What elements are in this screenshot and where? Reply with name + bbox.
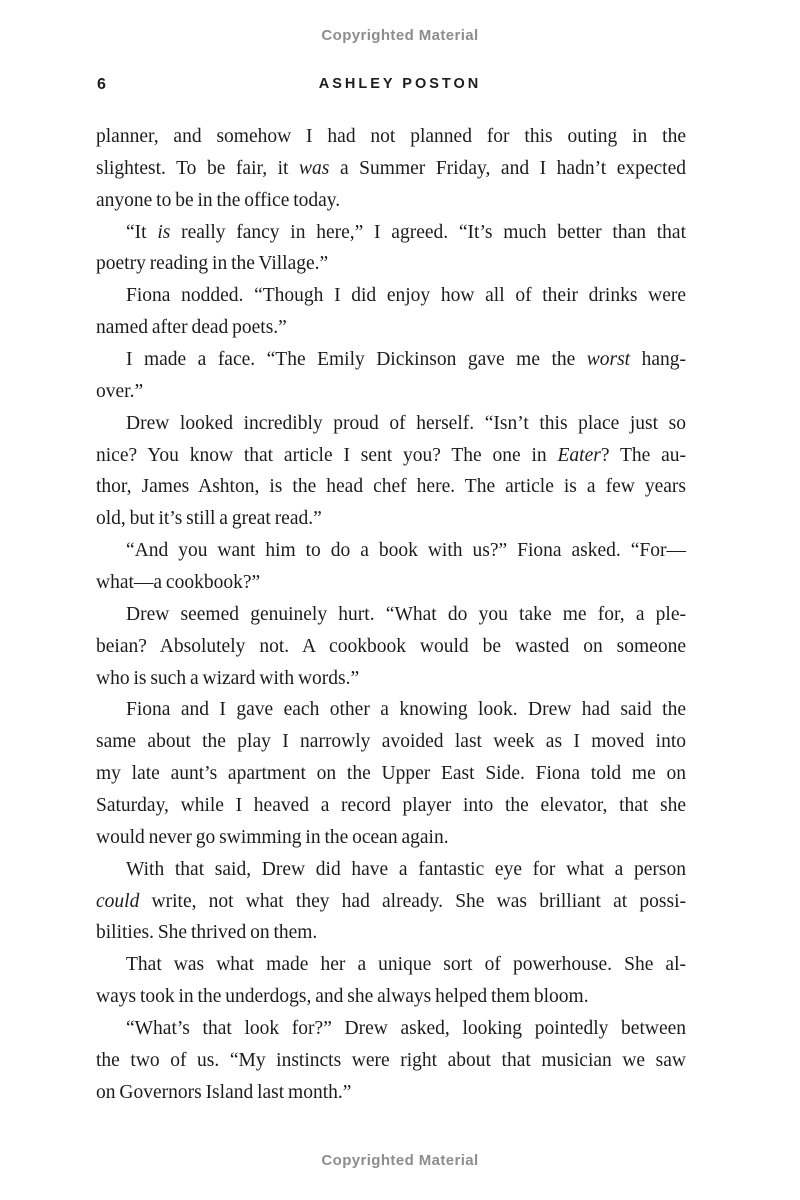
text-segment: hang-: [630, 349, 686, 371]
text-segment: Drew seemed genuinely hurt. “What do you take me for, a ple-: [126, 603, 686, 625]
text-line: [96, 408, 686, 440]
text-segment: on Governors Island last month.”: [96, 1081, 352, 1103]
text-line: [96, 567, 686, 599]
text-segment: a Summer Friday, and I hadn’t expected: [329, 157, 686, 179]
text-line: [96, 599, 686, 631]
italic-text-segment: worst: [586, 349, 631, 371]
text-segment: That was what made her a unique sort of powerhouse. She al-: [126, 954, 686, 976]
text-line: [96, 886, 686, 918]
text-line: [96, 280, 686, 312]
italic-text-segment: is: [157, 221, 171, 243]
text-line: [96, 185, 686, 217]
text-line: [96, 854, 686, 886]
text-segment: I made a face. “The Emily Dickinson gave me the: [126, 349, 587, 371]
text-segment: Fiona nodded. “Though I did enjoy how all of their drinks were: [126, 285, 686, 307]
text-segment: ways took in the underdogs, and she always helped them bloom.: [96, 986, 589, 1008]
running-head-author: ASHLEY POSTON: [318, 76, 482, 92]
text-line: [96, 631, 686, 663]
text-line: [96, 248, 686, 280]
italic-text-segment: Eater: [557, 444, 601, 466]
text-line: [96, 1013, 686, 1045]
text-line: [96, 917, 686, 949]
text-segment: really fancy in here,” I agreed. “It’s much better than that: [170, 221, 686, 243]
text-line: [96, 440, 686, 472]
text-segment: would never go swimming in the ocean again.: [96, 826, 449, 848]
text-segment: slightest. To be fair, it: [96, 157, 300, 179]
text-segment: the two of us. “My instincts were right about that musician we saw: [96, 1049, 686, 1071]
text-line: [96, 949, 686, 981]
text-line: [96, 217, 686, 249]
running-head-row: [0, 76, 800, 96]
text-segment: “And you want him to do a book with us?” Fiona asked. “For—: [126, 540, 686, 562]
text-line: [96, 344, 686, 376]
text-segment: who is such a wizard with words.”: [96, 667, 360, 689]
italic-text-segment: could: [96, 890, 140, 912]
text-line: [96, 376, 686, 408]
copyright-notice-top: Copyrighted Material: [321, 27, 479, 44]
text-segment: planner, and somehow I had not planned for this outing in the: [96, 126, 686, 147]
text-segment: over.”: [96, 380, 144, 402]
text-segment: my late aunt’s apartment on the Upper East Side. Fiona told me on: [96, 763, 686, 785]
copyright-notice-bottom: Copyrighted Material: [321, 1152, 479, 1169]
text-segment: old, but it’s still a great read.”: [96, 508, 322, 530]
page-number: 6: [97, 76, 106, 93]
text-segment: Fiona and I gave each other a knowing look. Drew had said the: [126, 699, 686, 721]
text-line: [96, 790, 686, 822]
text-segment: anyone to be in the office today.: [96, 189, 341, 211]
text-segment: nice? You know that article I sent you? The one in: [96, 444, 558, 466]
text-line: [96, 535, 686, 567]
text-segment: write, not what they had already. She was brilliant at possi-: [139, 890, 686, 912]
text-line: [96, 503, 686, 535]
text-line: [96, 1045, 686, 1077]
text-line: [96, 822, 686, 854]
body-text: [96, 121, 686, 1109]
text-line: [96, 663, 686, 695]
text-segment: beian? Absolutely not. A cookbook would be wasted on someone: [96, 635, 686, 657]
text-line: [96, 312, 686, 344]
text-line: [96, 694, 686, 726]
text-segment: same about the play I narrowly avoided last week as I moved into: [96, 731, 686, 753]
italic-text-segment: was: [299, 157, 330, 179]
text-segment: thor, James Ashton, is the head chef here. The article is a few years: [96, 476, 686, 498]
text-segment: bilities. She thrived on them.: [96, 922, 318, 944]
text-line: [96, 471, 686, 503]
text-segment: With that said, Drew did have a fantastic eye for what a person: [126, 858, 686, 880]
text-segment: “What’s that look for?” Drew asked, looking pointedly between: [126, 1018, 686, 1040]
text-segment: named after dead poets.”: [96, 317, 287, 339]
text-line: [96, 981, 686, 1013]
text-line: [96, 121, 686, 153]
text-segment: poetry reading in the Village.”: [96, 253, 329, 275]
text-line: [96, 758, 686, 790]
text-segment: Drew looked incredibly proud of herself. “Isn’t this place just so: [126, 412, 686, 434]
text-line: [96, 153, 686, 185]
text-segment: Saturday, while I heaved a record player into the elevator, that she: [96, 795, 686, 817]
text-segment: ? The au-: [600, 444, 686, 466]
text-line: [96, 726, 686, 758]
text-line: [96, 1077, 686, 1109]
text-segment: “It: [126, 221, 158, 243]
text-segment: what—a cookbook?”: [96, 572, 261, 594]
